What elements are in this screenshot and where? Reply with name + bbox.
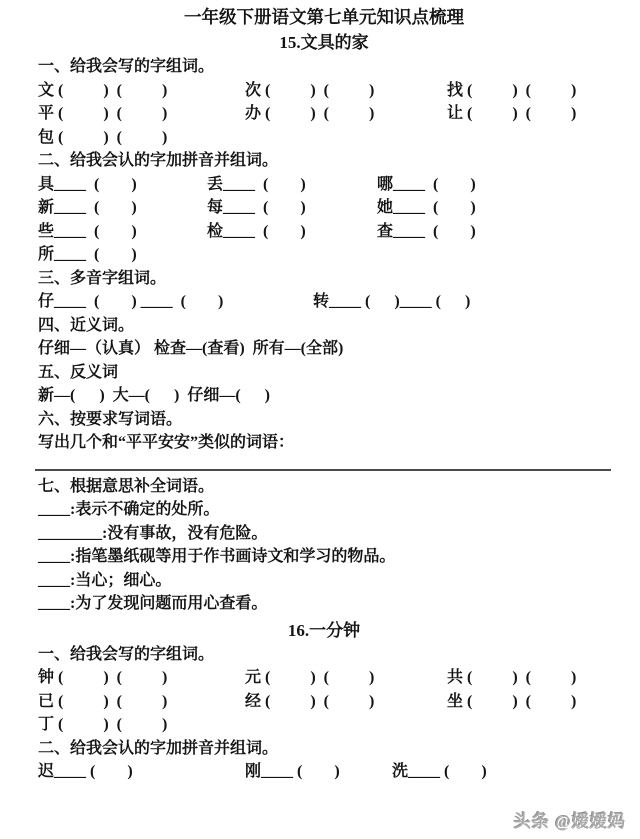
fill-blank-cell: 所____ ( ) bbox=[38, 246, 137, 263]
fill-blank-cell: 共 ( ) ( ) bbox=[447, 669, 577, 686]
fill-blank-cell: 包 ( ) ( ) bbox=[38, 128, 168, 146]
lesson15-section4-header: 四、近义词。 bbox=[38, 316, 135, 334]
lesson16-heading: 16.一分钟 bbox=[287, 620, 361, 640]
fill-blank-cell: 平 ( ) ( ) bbox=[38, 105, 168, 122]
section-divider bbox=[35, 469, 611, 471]
fill-blank-cell: 查____ ( ) bbox=[377, 222, 476, 240]
lesson15-section3-header: 三、多音字组词。 bbox=[38, 269, 167, 287]
definition-blank-line: ____:指笔墨纸砚等用于作书画诗文和学习的物品。 bbox=[38, 548, 396, 565]
lesson15-heading: 15.文具的家 bbox=[279, 33, 369, 52]
fill-blank-cell: 丢____ ( ) bbox=[207, 175, 306, 193]
definition-blank-line: ____:表示不确定的处所。 bbox=[38, 501, 220, 518]
fill-blank-cell: 办 ( ) ( ) bbox=[245, 105, 375, 122]
pinyin-row bbox=[38, 760, 610, 784]
pinyin-row bbox=[38, 220, 610, 244]
fill-blank-cell: 经 ( ) ( ) bbox=[245, 692, 375, 710]
fill-blank-cell: 仔____ ( ) ____ ( ) bbox=[38, 293, 224, 310]
fill-blank-cell: 次 ( ) ( ) bbox=[245, 81, 375, 99]
pinyin-row bbox=[38, 243, 610, 267]
lesson16-section2-header: 二、给我会认的字加拼音并组词。 bbox=[38, 739, 279, 757]
lesson15-section5-header: 五、反义词 bbox=[38, 363, 119, 381]
fill-blank-cell: 哪____ ( ) bbox=[377, 175, 476, 193]
fill-blank-cell: 她____ ( ) bbox=[377, 199, 476, 216]
word-pattern-prompt: 写出几个和“平平安安”类似的词语： bbox=[38, 434, 295, 451]
fill-blank-cell: 刚____ ( ) bbox=[245, 763, 340, 780]
lesson15-section1-header: 一、给我会写的字组词。 bbox=[38, 58, 215, 75]
word-row bbox=[38, 713, 610, 737]
doc-title: 一年级下册语文第七单元知识点梳理 bbox=[184, 7, 464, 27]
word-row bbox=[38, 79, 610, 103]
word-row bbox=[38, 666, 610, 690]
fill-blank-cell: 让 ( ) ( ) bbox=[447, 105, 577, 122]
fill-blank-cell: 洗____ ( ) bbox=[392, 763, 487, 780]
fill-blank-cell: 每____ ( ) bbox=[207, 199, 306, 216]
fill-blank-cell: 转____ ( )____ ( ) bbox=[313, 293, 471, 310]
fill-blank-cell: 钟 ( ) ( ) bbox=[38, 669, 168, 686]
fill-blank-cell: 些____ ( ) bbox=[38, 222, 137, 240]
fill-blank-cell: 已 ( ) ( ) bbox=[38, 692, 168, 710]
antonyms-line: 新—( ) 大—( ) 仔细—( ) bbox=[38, 387, 270, 404]
word-row bbox=[38, 102, 610, 126]
pinyin-row bbox=[38, 196, 610, 220]
fill-blank-cell: 找 ( ) ( ) bbox=[447, 81, 577, 99]
word-row bbox=[38, 690, 610, 714]
lesson15-section6-header: 六、按要求写词语。 bbox=[38, 410, 183, 428]
lesson16-section1-header: 一、给我会写的字组词。 bbox=[38, 645, 215, 663]
fill-blank-cell: 迟____ ( ) bbox=[38, 763, 133, 780]
pinyin-row bbox=[38, 173, 610, 197]
synonyms-line: 仔细—（认真） 检查—(查看) 所有—(全部) bbox=[38, 340, 344, 357]
lesson15-section7-header: 七、根据意思补全词语。 bbox=[38, 477, 215, 495]
fill-blank-cell: 元 ( ) ( ) bbox=[245, 669, 375, 686]
fill-blank-cell: 丁 ( ) ( ) bbox=[38, 716, 168, 733]
definition-blank-line: ________:没有事故，没有危险。 bbox=[38, 524, 268, 542]
fill-blank-cell: 检____ ( ) bbox=[207, 222, 306, 240]
fill-blank-cell: 文 ( ) ( ) bbox=[38, 81, 168, 99]
fill-blank-cell: 坐 ( ) ( ) bbox=[447, 692, 577, 710]
fill-blank-cell: 具____ ( ) bbox=[38, 175, 137, 193]
watermark: 头条 @嫒嫒妈 bbox=[513, 812, 626, 831]
definition-blank-line: ____:当心；细心。 bbox=[38, 571, 172, 589]
word-row bbox=[38, 126, 610, 150]
fill-blank-cell: 新____ ( ) bbox=[38, 199, 137, 216]
definition-blank-line: ____:为了发现问题而用心查看。 bbox=[38, 595, 268, 612]
lesson15-section2-header: 二、给我会认的字加拼音并组词。 bbox=[38, 152, 279, 169]
polyphone-row bbox=[38, 290, 610, 314]
